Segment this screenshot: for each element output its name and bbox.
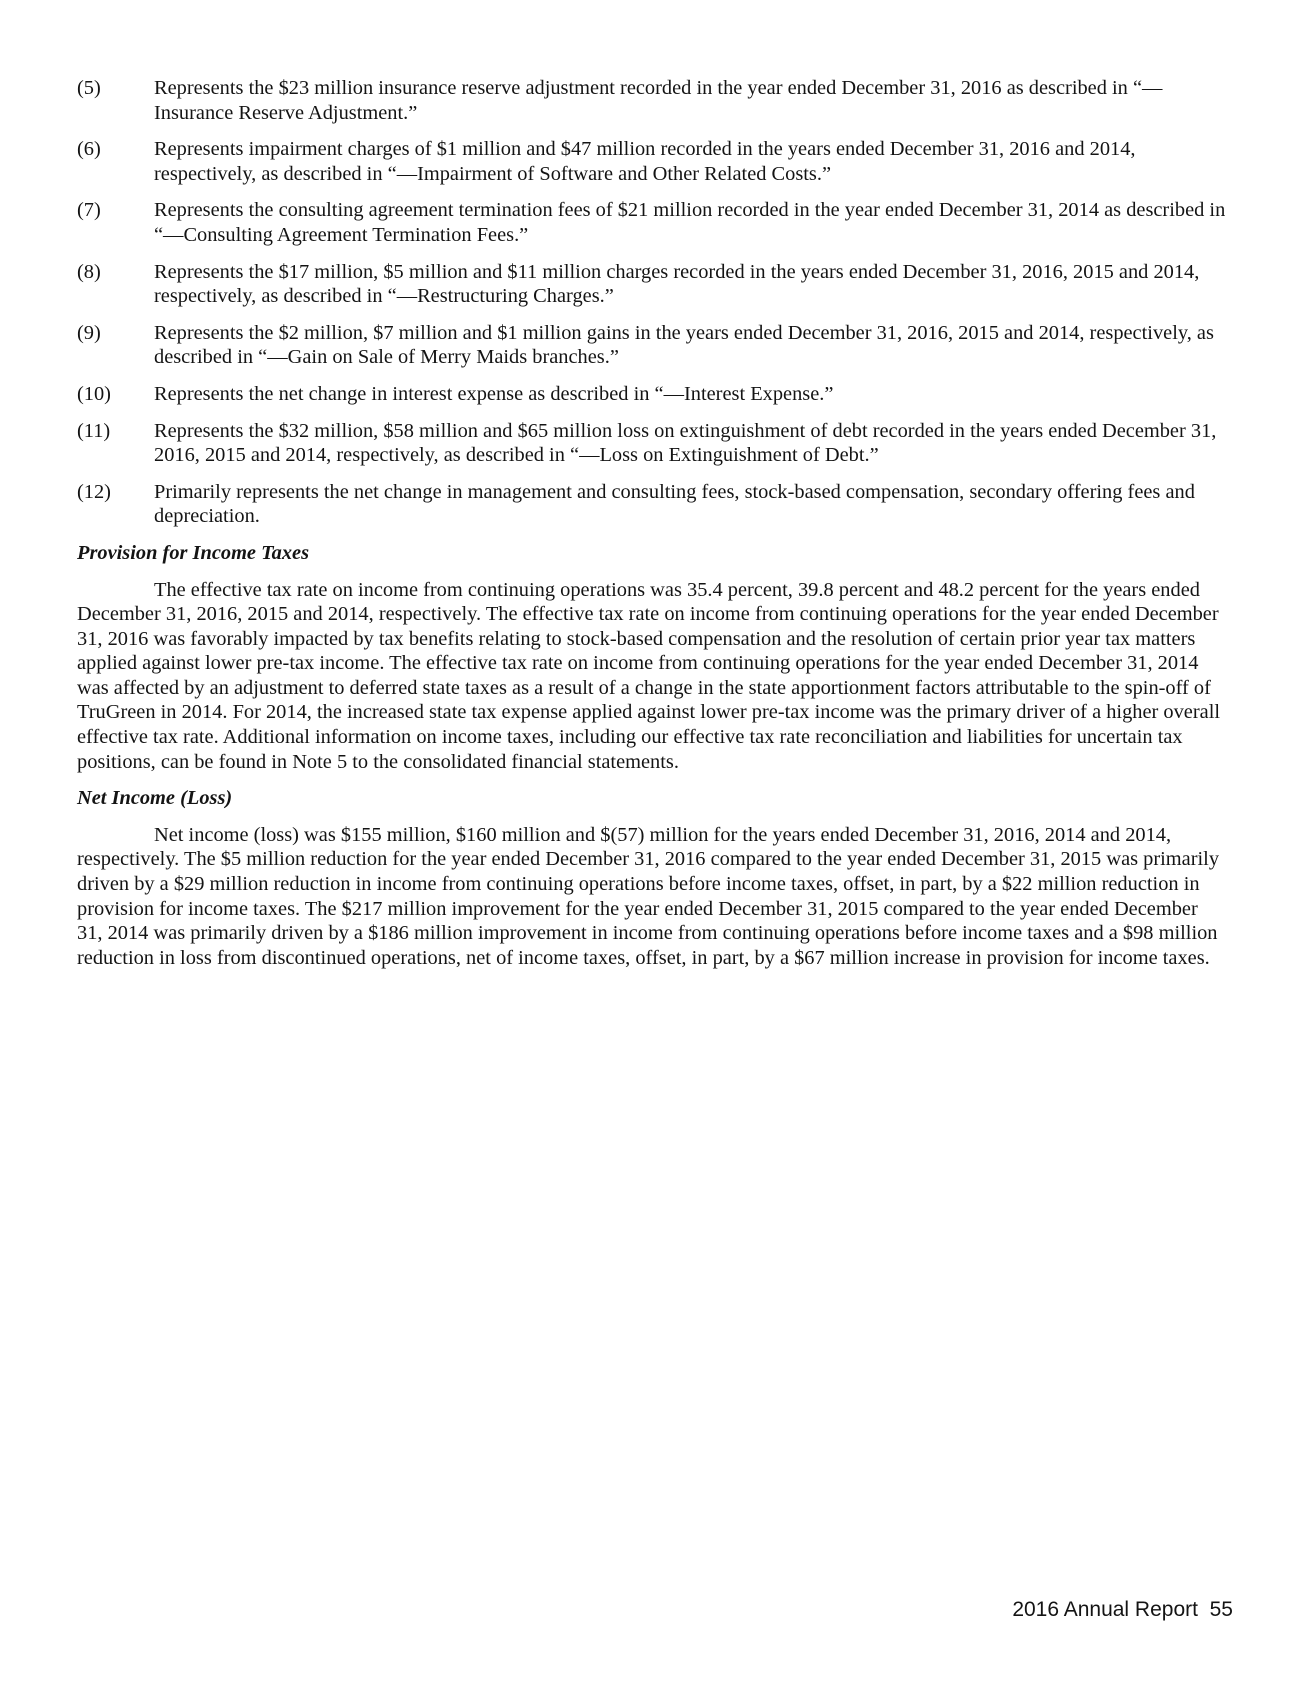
footnote-item (77, 382, 1227, 407)
footnote-text: Represents the consulting agreement termination fees of $21 million recorded in the year ended December 31, 2014 as described in “—Consulting Agreement Termination Fees.” (154, 199, 1226, 246)
footnote-item (77, 480, 1227, 529)
page-content (77, 76, 1227, 982)
footnote-number: (9) (77, 321, 101, 344)
footnote-number: (8) (77, 260, 101, 283)
footnote-text: Represents the net change in interest expense as described in “—Interest Expense.” (154, 382, 834, 405)
page-footer: 2016 Annual Report 55 (1012, 1598, 1233, 1621)
footnote-text: Represents the $17 million, $5 million and $11 million charges recorded in the years ended December 31, 2016, 2015 and 2014, respectively, as described in “—Restructuring Charges.” (154, 260, 1200, 308)
footnote-item (77, 198, 1227, 247)
footnote-item (77, 76, 1227, 125)
footnote-text: Primarily represents the net change in management and consulting fees, stock-based compensation, secondary offering fees and depreciation. (154, 480, 1195, 528)
provision-heading: Provision for Income Taxes (77, 541, 310, 564)
footnote-number: (11) (77, 419, 111, 442)
footnote-number: (12) (77, 480, 111, 503)
footnote-item (77, 137, 1227, 186)
footnote-text: Represents impairment charges of $1 million and $47 million recorded in the years ended December 31, 2016 and 2014, respectively, as described in “—Impairment of Software and Other Related Costs.” (154, 138, 1136, 185)
provision-paragraph: The effective tax rate on income from continuing operations was 35.4 percent, 39.8 percent and 48.2 percent for the years ended December 31, 2016, 2015 and 2014, respectively. The effective tax rate on income from continuing operations for the year ended December 31, 2016 was favorably impacted by tax benefits relating to stock-based compensation and the resolution of certain prior year tax matters applied against lower pre-tax income. The effective tax rate on income from continuing operations for the year ended December 31, 2014 was affected by an adjustment to deferred state taxes as a result of a change in the state apportionment factors attributable to the spin-off of TruGreen in 2014. For 2014, the increased state tax expense applied against lower pre-tax income was the primary driver of a higher overall effective tax rate. Additional information on income taxes, including our effective tax rate reconciliation and liabilities for uncertain tax positions, can be found in Note 5 to the consolidated financial statements. (77, 578, 1221, 773)
footnote-item (77, 419, 1227, 468)
footnote-item (77, 321, 1227, 370)
footnote-text: Represents the $23 million insurance reserve adjustment recorded in the year ended December 31, 2016 as described in “—Insurance Reserve Adjustment.” (154, 77, 1163, 124)
footnote-number: (6) (77, 138, 101, 161)
footnote-text: Represents the $2 million, $7 million and $1 million gains in the years ended December 31, 2016, 2015 and 2014, respectively, as described in “—Gain on Sale of Merry Maids branches.” (154, 321, 1214, 369)
footnote-number: (10) (77, 382, 111, 405)
footnote-item (77, 260, 1227, 309)
footnote-text: Represents the $32 million, $58 million and $65 million loss on extinguishment of debt recorded in the years ended December 31, 2016, 2015 and 2014, respectively, as described in “—Loss on Extinguishment of Debt.” (154, 419, 1217, 467)
net-income-paragraph: Net income (loss) was $155 million, $160 million and $(57) million for the years ended December 31, 2016, 2014 and 2014, respectively. The $5 million reduction for the year ended December 31, 2016 compared to the year ended December 31, 2015 was primarily driven by a $29 million reduction in income from continuing operations before income taxes, offset, in part, by a $22 million reduction in provision for income taxes. The $217 million improvement for the year ended December 31, 2015 compared to the year ended December 31, 2014 was primarily driven by a $186 million improvement in income from continuing operations before income taxes and a $98 million reduction in loss from discontinued operations, net of income taxes, offset, in part, by a $67 million increase in provision for income taxes. (77, 823, 1220, 969)
footnote-number: (7) (77, 199, 101, 222)
net-income-heading: Net Income (Loss) (77, 787, 233, 810)
footnote-number: (5) (77, 77, 101, 99)
footnotes-list (77, 76, 1227, 529)
